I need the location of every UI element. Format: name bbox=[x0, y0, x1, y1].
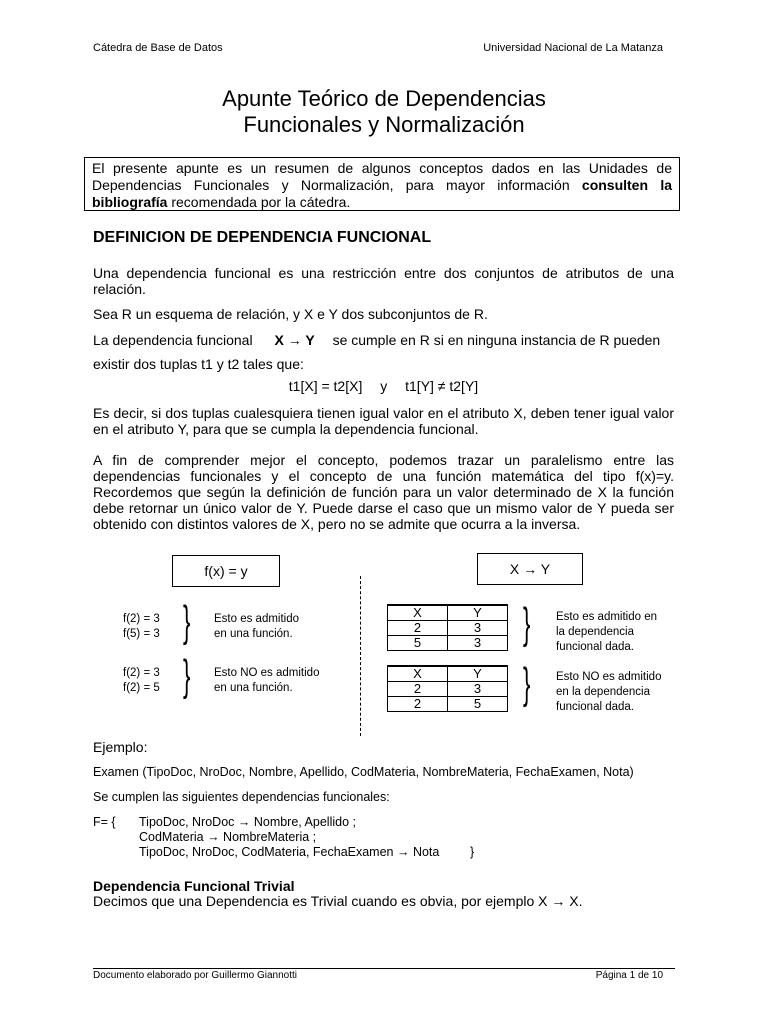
left-bad-l2: f(2) = 5 bbox=[123, 682, 160, 694]
f-close: } bbox=[470, 845, 475, 859]
left-ok-note-l1: Esto es admitido bbox=[214, 613, 300, 625]
left-bad-note bbox=[214, 666, 319, 696]
divider-line bbox=[360, 576, 361, 736]
right-brace-icon: } bbox=[523, 599, 531, 648]
table-cell: 2 bbox=[388, 697, 448, 712]
note-line: funcional dada. bbox=[556, 641, 635, 653]
right-ok-note bbox=[556, 610, 657, 655]
footer-left: Documento elaborado por Guillermo Giannotti bbox=[93, 970, 297, 981]
example-intro: Se cumplen las siguientes dependencias funcionales: bbox=[93, 790, 390, 804]
header-left: Cátedra de Base de Datos bbox=[93, 42, 223, 54]
page-title-line1: Apunte Teórico de Dependencias bbox=[222, 86, 546, 111]
trivial-heading: Dependencia Funcional Trivial bbox=[93, 878, 295, 894]
paragraph-3 bbox=[93, 332, 674, 348]
left-ok-l1: f(2) = 3 bbox=[123, 613, 160, 625]
right-bad-note bbox=[556, 670, 661, 715]
f-label: F= { bbox=[93, 815, 116, 829]
table-cell: 3 bbox=[448, 636, 508, 651]
footer-right: Página 1 de 10 bbox=[595, 970, 663, 981]
intro-box bbox=[84, 157, 680, 211]
left-ok-values bbox=[123, 612, 160, 642]
intro-text: El presente apunte es un resumen de algunos conceptos dados en las Unidades de Dependencias Funcionales y Normalización, para mayor información bbox=[92, 160, 672, 193]
function-box: f(x) = y bbox=[172, 555, 280, 587]
paragraph-3-cont: existir dos tuplas t1 y t2 tales que: bbox=[93, 356, 304, 372]
note-line: Esto es admitido en bbox=[556, 611, 658, 623]
right-brace-icon: } bbox=[183, 651, 191, 700]
table-cell: X bbox=[388, 605, 448, 621]
table-cell: Y bbox=[448, 666, 508, 682]
table-cell: 5 bbox=[388, 636, 448, 651]
paragraph-5: A fin de comprender mejor el concepto, podemos trazar un paralelismo entre las dependencias funcionales y el concepto de una función matemática del tipo f(x)=y. Recordemos que según la definición de función para un valor determinado de X la función debe retornar un único valor de Y. Puede darse el caso que un mismo valor de Y pueda ser obtenido con distintos valores de X, pero no se admite que ocurra a la inversa. bbox=[93, 452, 674, 532]
note-line: Esto NO es admitido bbox=[556, 671, 662, 683]
table-cell: 2 bbox=[388, 621, 448, 636]
p3-a: La dependencia funcional bbox=[93, 332, 253, 348]
table-ok bbox=[387, 604, 508, 651]
note-line: la dependencia bbox=[556, 626, 635, 638]
formula-b: t1[Y] ≠ t2[Y] bbox=[405, 378, 479, 394]
dependency-1: TipoDoc, NroDoc → Nombre, Apellido ; bbox=[139, 815, 356, 829]
table-cell: 2 bbox=[388, 682, 448, 697]
right-brace-icon: } bbox=[523, 659, 531, 708]
table-cell: 3 bbox=[448, 682, 508, 697]
left-bad-l1: f(2) = 3 bbox=[123, 667, 160, 679]
left-bad-note-l2: en una función. bbox=[214, 682, 293, 694]
fd-box: X → Y bbox=[477, 553, 583, 585]
note-line: en la dependencia bbox=[556, 686, 650, 698]
left-ok-note-l2: en una función. bbox=[214, 628, 293, 640]
note-line: funcional dada. bbox=[556, 701, 635, 713]
table-bad bbox=[387, 665, 508, 712]
table-cell: X bbox=[388, 666, 448, 682]
section-heading: DEFINICION DE DEPENDENCIA FUNCIONAL bbox=[93, 229, 432, 246]
formula-y: y bbox=[380, 378, 388, 394]
formula-a: t1[X] = t2[X] bbox=[288, 378, 363, 394]
dependency-2: CodMateria → NombreMateria ; bbox=[139, 830, 317, 844]
intro-text-end: recomendada por la cátedra. bbox=[167, 194, 351, 210]
intro-bold: consulten la bibliografía bbox=[92, 177, 672, 210]
table-cell: 5 bbox=[448, 697, 508, 712]
table-cell: 3 bbox=[448, 621, 508, 636]
page-title-line2: Funcionales y Normalización bbox=[243, 112, 525, 137]
paragraph-4: Es decir, si dos tuplas cualesquiera tienen igual valor en el atributo X, deben tener igual valor en el atributo Y, para que se cumpla la dependencia funcional. bbox=[93, 405, 674, 437]
example-label: Ejemplo: bbox=[93, 739, 148, 755]
p3-c: se cumple en R si en ninguna instancia de R pueden bbox=[332, 332, 661, 348]
footer-divider bbox=[93, 968, 675, 969]
paragraph-2: Sea R un esquema de relación, y X e Y dos subconjuntos de R. bbox=[93, 306, 488, 322]
left-bad-values bbox=[123, 666, 160, 696]
formula bbox=[93, 378, 674, 394]
trivial-text: Decimos que una Dependencia es Trivial cuando es obvia, por ejemplo X → X. bbox=[93, 893, 583, 909]
p3-fd: X → Y bbox=[274, 332, 315, 348]
left-ok-l2: f(5) = 3 bbox=[123, 628, 160, 640]
right-brace-icon: } bbox=[183, 597, 191, 646]
left-bad-note-l1: Esto NO es admitido bbox=[214, 667, 320, 679]
dependency-3: TipoDoc, NroDoc, CodMateria, FechaExamen → Nota bbox=[139, 845, 440, 859]
table-cell: Y bbox=[448, 605, 508, 621]
paragraph-1: Una dependencia funcional es una restricción entre dos conjuntos de atributos de una relación. bbox=[93, 265, 674, 297]
header-right: Universidad Nacional de La Matanza bbox=[483, 42, 663, 54]
example-schema: Examen (TipoDoc, NroDoc, Nombre, Apellido, CodMateria, NombreMateria, FechaExamen, Nota) bbox=[93, 765, 634, 779]
left-ok-note bbox=[214, 612, 299, 642]
